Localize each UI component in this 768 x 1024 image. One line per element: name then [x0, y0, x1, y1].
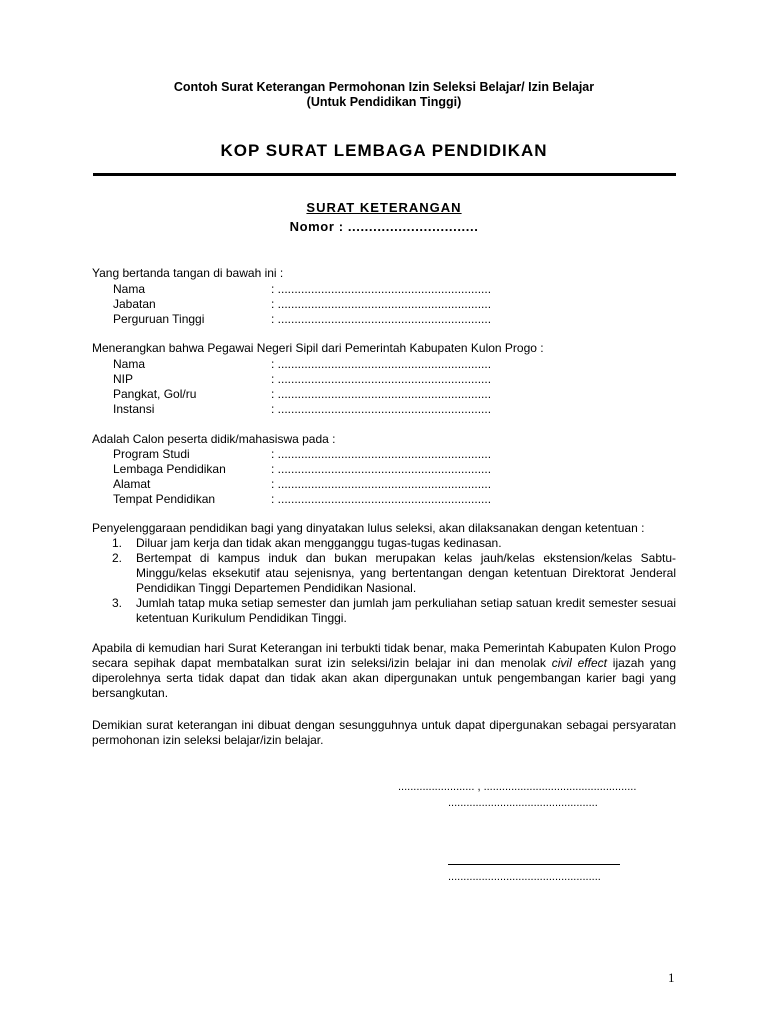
list-number: 3.	[112, 596, 123, 610]
field-value: : ................................................................	[271, 402, 492, 416]
section3-intro: Adalah Calon peserta didik/mahasiswa pada :	[92, 432, 336, 446]
document-title: Contoh Surat Keterangan Permohonan Izin Seleksi Belajar/ Izin Belajar	[173, 80, 595, 94]
signer-name-line: ..................................................	[448, 871, 601, 883]
field-label: Pangkat, Gol/ru	[113, 387, 197, 401]
field-value: : ................................................................	[271, 492, 492, 506]
place-date-line: ......................... , ..................................................	[398, 781, 637, 793]
list-text: Bertempat di kampus induk dan bukan merupakan kelas jauh/kelas ekstension/kelas Sabtu-Minggu/kelas eksekutif atau sejenisnya, yang bertentangan dengan ketentuan Direktorat Jenderal Pendidikan Tinggi Departemen Pendidikan Nasional.	[136, 551, 676, 595]
field-value: : ................................................................	[271, 372, 492, 386]
closing-text: Apabila di kemudian hari Surat Keterangan ini terbukti tidak benar, maka Pemerintah Kabupaten Kulon Progo secara sepihak dapat membatalkan surat izin seleksi/izin belajar ini dan menolak	[92, 641, 676, 670]
field-label: Program Studi	[113, 447, 190, 461]
letter-heading: SURAT KETERANGAN	[306, 200, 462, 215]
field-label: Alamat	[113, 477, 151, 491]
civil-effect-term: civil effect	[551, 656, 607, 670]
field-label: Perguruan Tinggi	[113, 312, 205, 326]
field-label: Tempat Pendidikan	[113, 492, 216, 506]
field-value: : ................................................................	[271, 312, 492, 326]
field-value: : ................................................................	[271, 477, 492, 491]
letterhead-rule	[93, 173, 676, 176]
field-value: : ................................................................	[271, 387, 492, 401]
field-value: : ................................................................	[271, 462, 492, 476]
field-label: Jabatan	[113, 297, 156, 311]
list-item	[92, 536, 676, 551]
field-label: Nama	[113, 357, 146, 371]
conditions-list	[92, 536, 676, 626]
closing-text: ijazah yang diperolehnya serta tidak dapat dan tidak akan akan dipergunakan untuk pengembangan karier bagi yang bersangkutan.	[92, 656, 677, 700]
closing-paragraph-1	[92, 641, 676, 701]
page-number: 1	[668, 970, 675, 985]
signature-line	[448, 864, 620, 865]
letter-number: Nomor : ...............................	[289, 219, 479, 234]
list-text: Jumlah tatap muka setiap semester dan jumlah jam perkuliahan setiap satuan kredit semester sesuai ketentuan Kurikulum Pendidikan Tinggi.	[136, 596, 676, 625]
section1-intro: Yang bertanda tangan di bawah ini :	[92, 266, 284, 280]
signer-position-line: .................................................	[448, 797, 598, 809]
closing-paragraph-2: Demikian surat keterangan ini dibuat dengan sesungguhnya untuk dapat dipergunakan sebagai persyaratan permohonan izin seleksi belajar/izin belajar.	[92, 718, 676, 747]
list-item	[92, 551, 676, 596]
list-number: 2.	[112, 551, 123, 565]
list-number: 1.	[112, 536, 123, 550]
field-value: : ................................................................	[271, 357, 492, 371]
field-label: NIP	[113, 372, 134, 386]
field-value: : ................................................................	[271, 282, 492, 296]
letterhead-title: KOP SURAT LEMBAGA PENDIDIKAN	[220, 141, 548, 160]
field-value: : ................................................................	[271, 447, 492, 461]
field-label: Instansi	[113, 402, 155, 416]
conditions-intro: Penyelenggaraan pendidikan bagi yang dinyatakan lulus seleksi, akan dilaksanakan dengan ketentuan :	[92, 521, 645, 535]
list-text: Diluar jam kerja dan tidak akan mengganggu tugas-tugas kedinasan.	[136, 536, 502, 550]
field-value: : ................................................................	[271, 297, 492, 311]
field-label: Lembaga Pendidikan	[113, 462, 226, 476]
document-subtitle: (Untuk Pendidikan Tinggi)	[306, 95, 462, 109]
list-item	[92, 596, 676, 626]
section2-intro: Menerangkan bahwa Pegawai Negeri Sipil dari Pemerintah Kabupaten Kulon Progo :	[92, 341, 544, 355]
field-label: Nama	[113, 282, 146, 296]
